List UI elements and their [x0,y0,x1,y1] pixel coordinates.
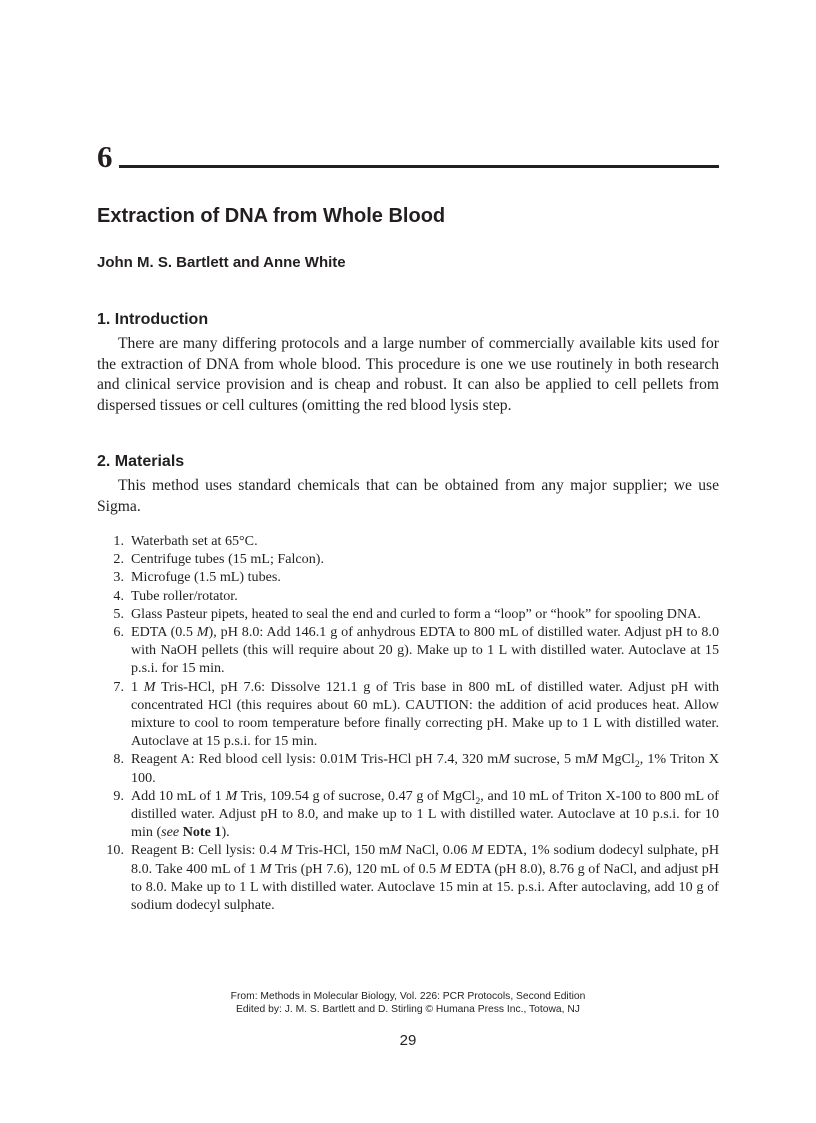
material-item-text: Microfuge (1.5 mL) tubes. [131,569,281,586]
material-item-text: Tube roller/rotator. [131,587,238,604]
material-item-text: EDTA (0.5 M), pH 8.0: Add 146.1 g of anhydrous EDTA to 800 mL of distilled water. Adjust pH to 8.0 with NaOH pellets (this will require about 20 g). Make up to 1 L with distilled water. Autoclave at 15 p.s.i. for 15 min. [131,624,719,677]
materials-paragraph: This method uses standard chemicals that can be obtained from any major supplier; we use Sigma. [97,477,719,515]
footer-line-2: Edited by: J. M. S. Bartlett and D. Stirling © Humana Press Inc., Totowa, NJ [236,1003,580,1015]
material-item-number: 9. [113,787,124,804]
source-footer [0,991,816,1016]
chapter-rule [119,165,719,168]
chapter-title: Extraction of DNA from Whole Blood [97,205,446,227]
material-item-number: 3. [113,569,124,586]
material-item [97,605,719,623]
material-item-text: 1 M Tris-HCl, pH 7.6: Dissolve 121.1 g of Tris base in 800 mL of distilled water. Adjust pH with concentrated HCl (this requires about 60 mL). CAUTION: the addition of acid produces heat. Allow mixture to cool to room temperature before finally correcting pH. Make up to 1 L with distilled water. Autoclave at 15 p.s.i. for 15 min. [131,678,719,750]
material-item-number: 2. [113,551,124,568]
material-item-number: 5. [113,605,124,622]
material-item [97,678,719,751]
intro-paragraph: There are many differing protocols and a large number of commercially available kits used for the extraction of DNA from whole blood. This procedure is one we use routinely in both research and clinical service provision and is cheap and robust. It can also be applied to cell pellets from dispersed tissues or cell cultures (omitting the red blood lysis step. [97,335,719,414]
chapter-number: 6 [97,139,113,174]
material-item-text: Centrifuge tubes (15 mL; Falcon). [131,551,324,568]
material-item-number: 1. [113,533,124,549]
material-item [97,532,719,550]
material-item-text: Glass Pasteur pipets, heated to seal the end and curled to form a “loop” or “hook” for spooling DNA. [131,605,701,622]
material-item-text: Waterbath set at 65°C. [131,533,258,549]
material-item-number: 4. [113,587,124,604]
material-item-text: Reagent B: Cell lysis: 0.4 M Tris-HCl, 150 mM NaCl, 0.06 M EDTA, 1% sodium dodecyl sulphate, pH 8.0. Take 400 mL of 1 M Tris (pH 7.6), 120 mL of 0.5 M EDTA (pH 8.0), 8.76 g of NaCl, and adjust pH to 8.0. Make up to 1 L with distilled water. Autoclave 15 min at 15. p.s.i. After autoclaving, add 10 g of sodium dodecyl sulphate. [131,842,720,914]
material-item [97,841,719,914]
material-item-number: 7. [113,678,124,695]
material-item [97,750,719,786]
material-item [97,787,719,842]
footer-line-1: From: Methods in Molecular Biology, Vol. 226: PCR Protocols, Second Edition [230,991,586,1002]
material-item-text: Add 10 mL of 1 M Tris, 109.54 g of sucrose, 0.47 g of MgCl$_2$, and 10 mL of Triton X-100 to 800 mL of distilled water. Adjust pH to 8.0, and make up to 1 L with distilled water. Autoclave at 10 p.s.i. for 10 min (see Note 1). [131,787,719,841]
chapter-authors: John M. S. Bartlett and Anne White [97,254,346,271]
material-item-number: 6. [113,624,124,641]
intro-heading: 1. Introduction [97,311,209,328]
material-item [97,550,719,568]
material-item-number: 10. [106,842,124,859]
material-item [97,568,719,586]
materials-list [97,532,719,914]
material-item-number: 8. [113,751,124,768]
material-item [97,587,719,605]
chapter-header [97,140,719,174]
material-item-text: Reagent A: Red blood cell lysis: 0.01M Tris-HCl pH 7.4, 320 mM sucrose, 5 mM MgCl$_2$, 1% Triton X 100. [131,751,720,786]
material-item [97,623,719,678]
materials-heading: 2. Materials [97,453,185,470]
page-number: 29 [399,1032,417,1049]
